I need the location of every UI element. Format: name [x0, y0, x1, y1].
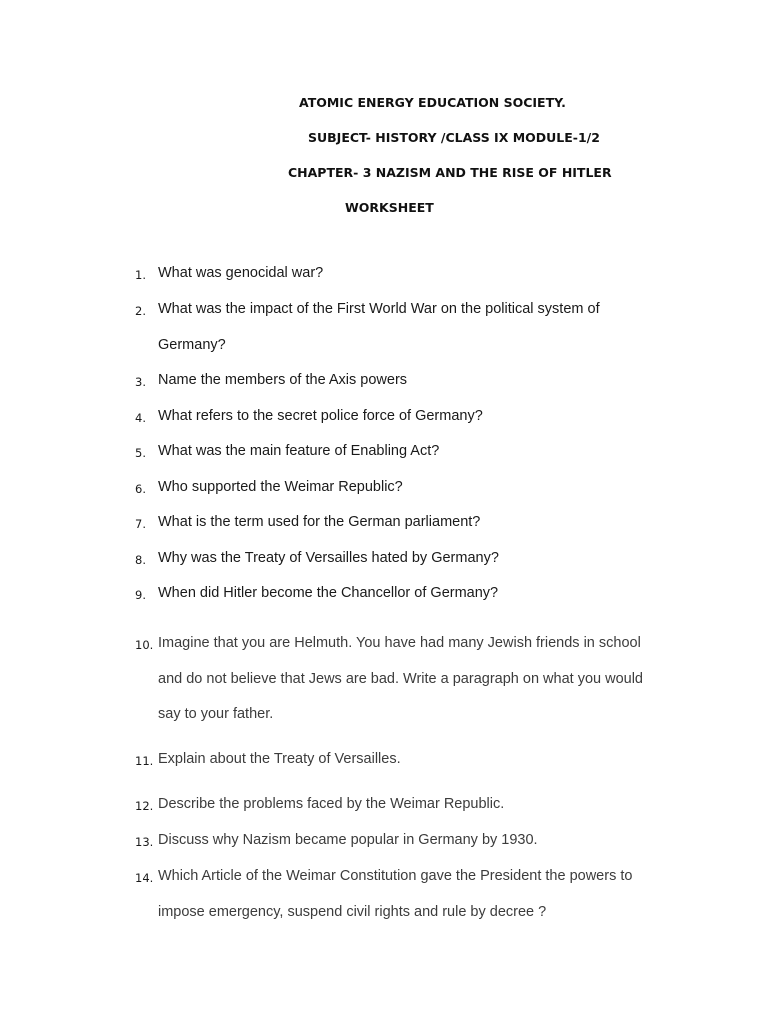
question-text: Which Article of the Weimar Constitution gave the President the powers to — [158, 868, 633, 884]
question-text: Name the members of the Axis powers — [158, 372, 408, 388]
question-text: Why was the Treaty of Versailles hated by Germany? — [158, 550, 499, 566]
subject-line: SUBJECT- HISTORY /CLASS IX MODULE-1/2 — [308, 130, 600, 145]
question-text: Germany? — [158, 337, 226, 353]
question-text: What was the main feature of Enabling Act? — [158, 443, 440, 459]
chapter-title: CHAPTER- 3 NAZISM AND THE RISE OF HITLER — [288, 165, 612, 180]
question-text: Who supported the Weimar Republic? — [158, 479, 403, 495]
question-number: 6. — [135, 482, 146, 496]
question-number: 10. — [135, 638, 154, 652]
question-text: say to your father. — [158, 706, 274, 722]
question-number: 11. — [135, 754, 154, 768]
question-number: 2. — [135, 304, 146, 318]
question-number: 5. — [135, 446, 146, 460]
question-text: impose emergency, suspend civil rights and rule by decree ? — [158, 904, 547, 920]
question-text: Explain about the Treaty of Versailles. — [158, 751, 401, 767]
question-number: 14. — [135, 871, 154, 885]
question-number: 1. — [135, 268, 146, 282]
question-text: Imagine that you are Helmuth. You have had many Jewish friends in school — [158, 635, 641, 651]
society-title: ATOMIC ENERGY EDUCATION SOCIETY. — [299, 95, 566, 110]
worksheet-label: WORKSHEET — [345, 200, 434, 215]
question-text: What refers to the secret police force of Germany? — [158, 408, 483, 424]
question-number: 3. — [135, 375, 146, 389]
question-text: Discuss why Nazism became popular in Germany by 1930. — [158, 832, 538, 848]
question-text: What is the term used for the German parliament? — [158, 514, 481, 530]
question-text: What was the impact of the First World War on the political system of — [158, 301, 600, 317]
question-number: 13. — [135, 835, 154, 849]
question-number: 8. — [135, 553, 146, 567]
question-text: When did Hitler become the Chancellor of Germany? — [158, 585, 499, 601]
question-number: 4. — [135, 411, 146, 425]
question-number: 9. — [135, 588, 146, 602]
question-text: and do not believe that Jews are bad. Write a paragraph on what you would — [158, 671, 643, 687]
question-number: 12. — [135, 799, 154, 813]
question-text: What was genocidal war? — [158, 265, 324, 281]
question-text: Describe the problems faced by the Weimar Republic. — [158, 796, 505, 812]
question-number: 7. — [135, 517, 146, 531]
